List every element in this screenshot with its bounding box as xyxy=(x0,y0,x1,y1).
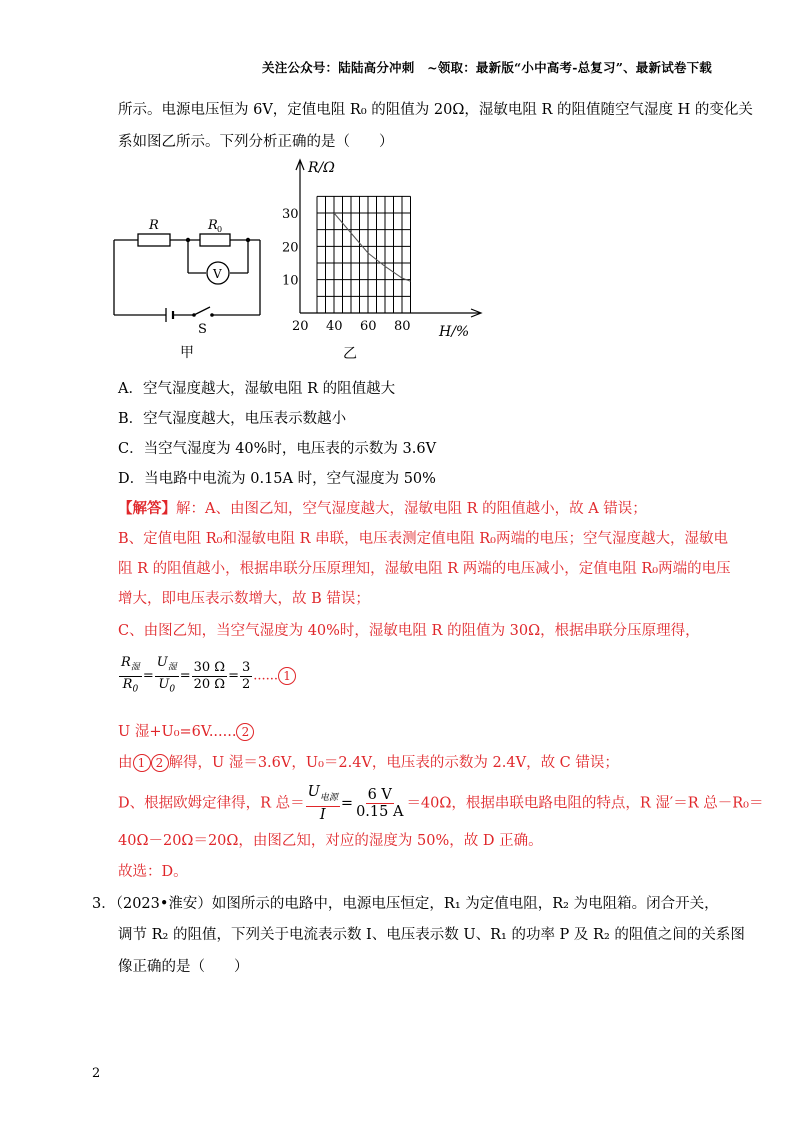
x-tick-label: 60 xyxy=(360,319,377,334)
answer-a-line xyxy=(118,497,647,518)
answer-b-line-1: B、定值电阻 R₀和湿敏电阻 R 串联，电压表测定值电阻 R₀两端的电压；空气湿度越大，湿敏电 xyxy=(118,531,728,547)
answer-choice: 故选：D。 xyxy=(118,864,188,880)
question-3-line-3: 像正确的是（ ） xyxy=(118,959,249,975)
option-a: A．空气湿度越大，湿敏电阻 R 的阻值越大 xyxy=(118,381,396,397)
option-c: C．当空气湿度为 40%时，电压表的示数为 3.6V xyxy=(118,441,437,457)
label-v: V xyxy=(213,267,222,281)
answer-b-line-2: 阻 R 的阻值越小，根据串联分压原理知，湿敏电阻 R 两端的电压减小，定值电阻 R₀两端的电压 xyxy=(118,561,731,577)
question-3-line-2: 调节 R₂ 的阻值，下列关于电流表示数 I、电压表示数 U、R₁ 的功率 P 及 R₂ 的阻值之间的关系图 xyxy=(118,927,745,943)
label-r: R xyxy=(149,218,159,233)
caption-jia: 甲 xyxy=(180,345,194,361)
y-tick-label: 10 xyxy=(282,273,299,289)
answer-c-line-3: 由 1 2 解得，U 湿＝3.6V，U₀＝2.4V，电压表的示数为 2.4V，故 C 错误； xyxy=(118,755,619,771)
humidity-resistance-chart xyxy=(275,150,490,365)
frac-u-over-i: $\frac{U_{电源}}{I}$ xyxy=(307,784,338,823)
page-header: 关注公众号：陆陆高分冲刺 ~领取：最新版“小中高考-总复习”、最新试卷下载 xyxy=(262,60,712,75)
mark-2-ref: 2 xyxy=(151,754,169,772)
caption-yi: 乙 xyxy=(343,346,357,362)
answer-tag: 【解答】 xyxy=(118,500,176,517)
frac-r-ratio: $\frac{R_湿}{R_0}$ xyxy=(121,655,140,695)
question-3-line-1: 3．（2023•淮安）如图所示的电路中，电源电压恒定，R₁ 为定值电阻，R₂ 为电阻箱。闭合开关， xyxy=(92,896,719,912)
x-tick-label: 20 xyxy=(292,319,309,334)
page-number: 2 xyxy=(92,1066,101,1081)
answer-d-line-1: D、根据欧姆定律得，R 总＝ $\frac{U_{电源}}{I}$ = $\frac{6 V}{0.15 A}$ ＝40Ω，根据串联电路电阻的特点，R 湿′＝R 总－R₀＝ xyxy=(118,784,764,823)
mark-2: 2 xyxy=(236,723,254,741)
label-r0: R xyxy=(208,218,218,233)
y-tick-label: 20 xyxy=(282,240,299,256)
resistor-r xyxy=(138,234,170,246)
x-tick-label: 40 xyxy=(326,319,343,334)
answer-b-line-3: 增大，即电压表示数增大，故 B 错误； xyxy=(118,591,370,607)
frac-u-ratio: $\frac{U_湿}{U_0}$ xyxy=(156,655,177,695)
circuit-diagram xyxy=(100,205,270,365)
frac-6v-over-current: $\frac{6 V}{0.15 A}$ xyxy=(356,786,404,820)
frac-ohm-ratio: $\frac{30 \Omega}{20 \Omega}$ xyxy=(193,659,226,692)
frac-result: $\frac{3}{2}$ xyxy=(241,659,251,692)
label-r0-sub: 0 xyxy=(217,225,223,234)
option-b: B．空气湿度越大，电压表示数越小 xyxy=(118,411,347,427)
y-tick-label: 30 xyxy=(282,207,299,222)
switch-blade xyxy=(194,307,210,315)
intro-line-2: 系如图乙所示。下列分析正确的是（ ） xyxy=(118,134,394,150)
mark-1: 1 xyxy=(278,667,296,685)
answer-d-line-2: 40Ω－20Ω＝20Ω，由图乙知，对应的湿度为 50%，故 D 正确。 xyxy=(118,833,543,849)
answer-c-line-1: C、由图乙知，当空气湿度为 40%时，湿敏电阻 R 的阻值为 30Ω，根据串联分压原理得， xyxy=(118,623,700,639)
equation-ratio: $\frac{R_湿}{R_0}$ = $\frac{U_湿}{U_0}$ = $\frac{30 \Omega}{20 \Omega}$ = $\frac{3}{2}$ ...... 1 xyxy=(118,655,296,697)
option-d: D．当电路中电流为 0.15A 时，空气湿度为 50% xyxy=(118,471,436,487)
x-tick-label: 80 xyxy=(394,319,411,334)
x-axis-label: H/% xyxy=(439,324,470,340)
mark-1-ref: 1 xyxy=(133,754,151,772)
answer-a-text: 解：A、由图乙知，空气湿度越大，湿敏电阻 R 的阻值越小，故 A 错误； xyxy=(176,501,647,517)
y-axis-label: R/Ω xyxy=(308,160,335,176)
intro-line-1: 所示。电源电压恒为 6V，定值电阻 R₀ 的阻值为 20Ω，湿敏电阻 R 的阻值随空气湿度 H 的变化关 xyxy=(118,102,753,118)
label-s: S xyxy=(198,322,207,337)
resistor-r0 xyxy=(200,234,230,246)
data-curve xyxy=(334,213,411,281)
equation-sum: U 湿+U₀=6V...... 2 xyxy=(118,720,254,741)
